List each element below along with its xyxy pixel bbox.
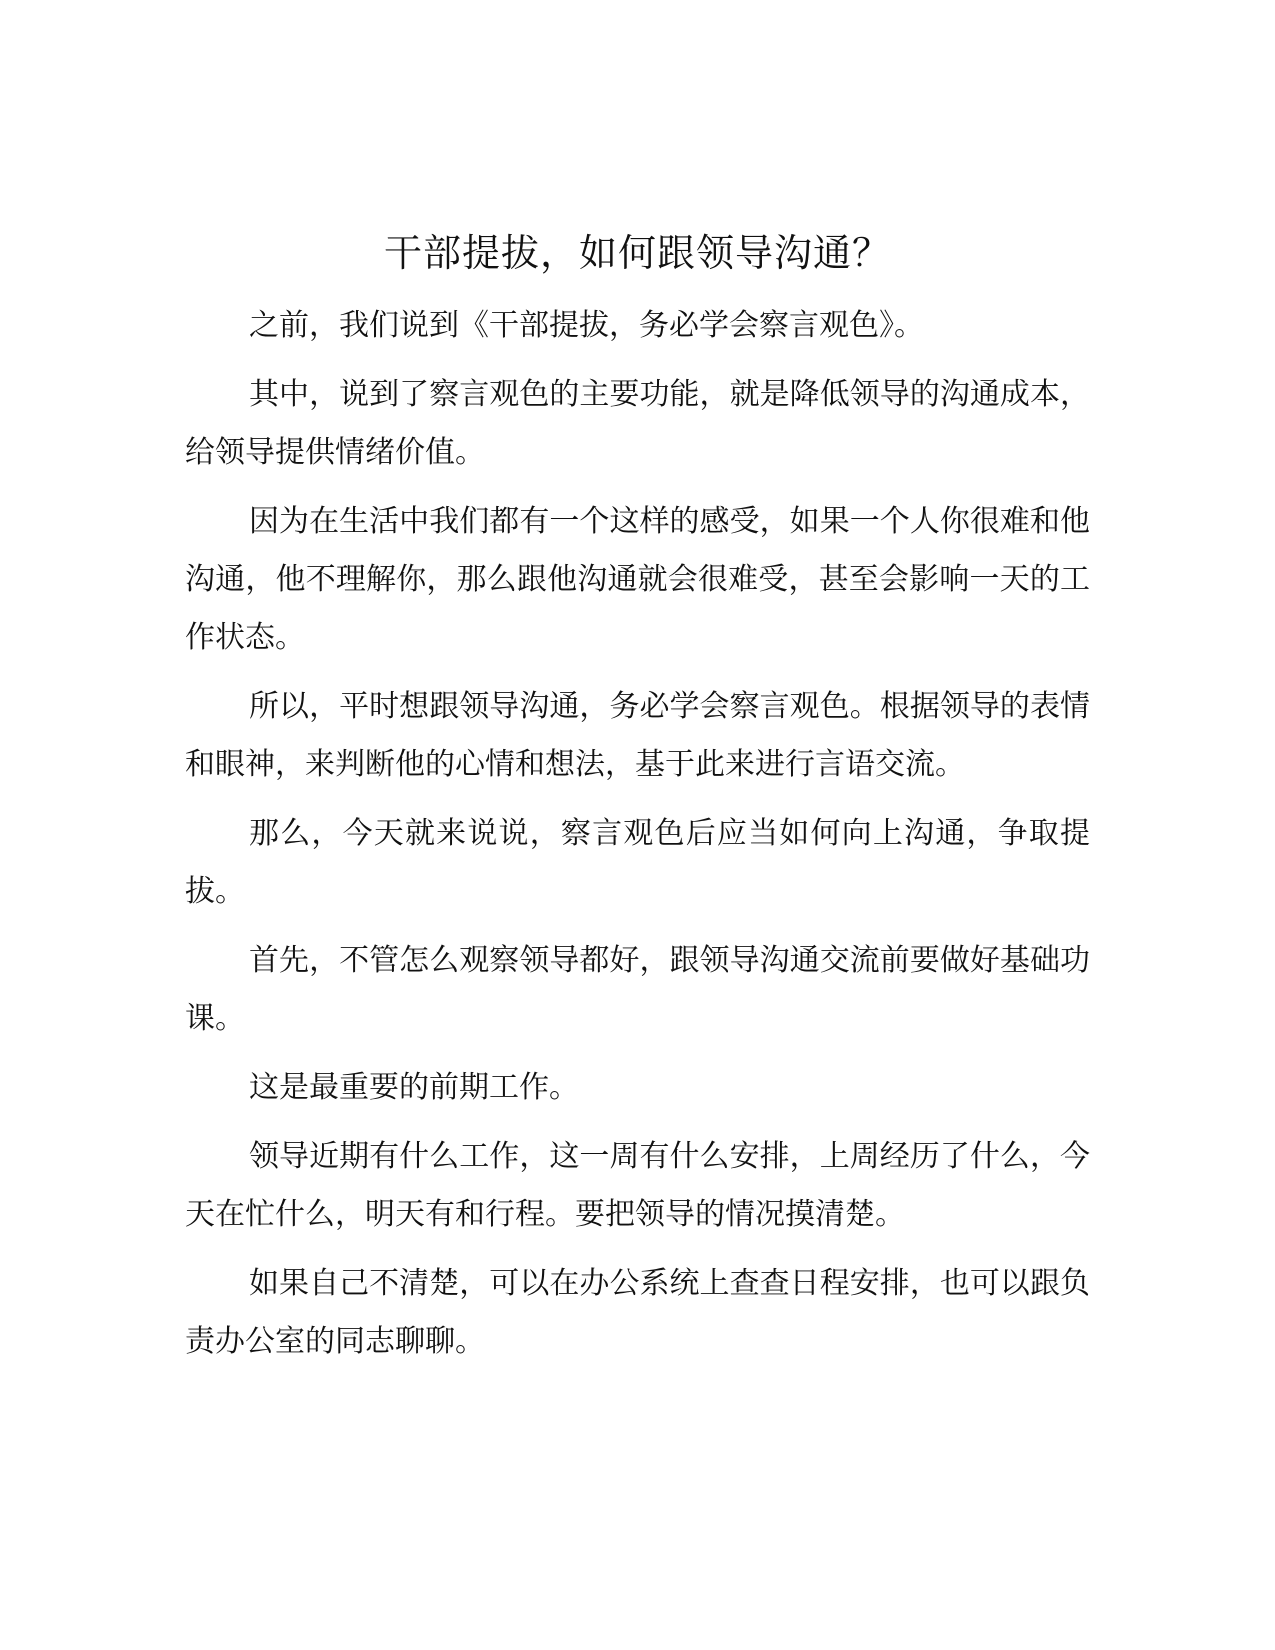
paragraph: 如果自己不清楚，可以在办公系统上查查日程安排，也可以跟负责办公室的同志聊聊。 bbox=[185, 1266, 1090, 1359]
paragraph: 领导近期有什么工作，这一周有什么安排，上周经历了什么，今天在忙什么，明天有和行程。要把领导的情况摸清楚。 bbox=[185, 1139, 1090, 1232]
paragraph: 因为在生活中我们都有一个这样的感受，如果一个人你很难和他沟通，他不理解你，那么跟他沟通就会很难受，甚至会影响一天的工作状态。 bbox=[185, 504, 1090, 655]
document-title: 干部提拔，如何跟领导沟通？ bbox=[383, 231, 891, 275]
paragraph: 那么，今天就来说说，察言观色后应当如何向上沟通，争取提拔。 bbox=[185, 816, 1090, 909]
paragraph: 所以，平时想跟领导沟通，务必学会察言观色。根据领导的表情和眼神，来判断他的心情和想法，基于此来进行言语交流。 bbox=[185, 689, 1090, 782]
paragraph: 首先，不管怎么观察领导都好，跟领导沟通交流前要做好基础功课。 bbox=[185, 943, 1090, 1036]
paragraph: 这是最重要的前期工作。 bbox=[249, 1070, 579, 1105]
paragraph: 之前，我们说到《干部提拔，务必学会察言观色》。 bbox=[249, 308, 924, 343]
paragraph: 其中，说到了察言观色的主要功能，就是降低领导的沟通成本，给领导提供情绪价值。 bbox=[185, 377, 1090, 470]
document-body bbox=[185, 297, 1090, 1382]
